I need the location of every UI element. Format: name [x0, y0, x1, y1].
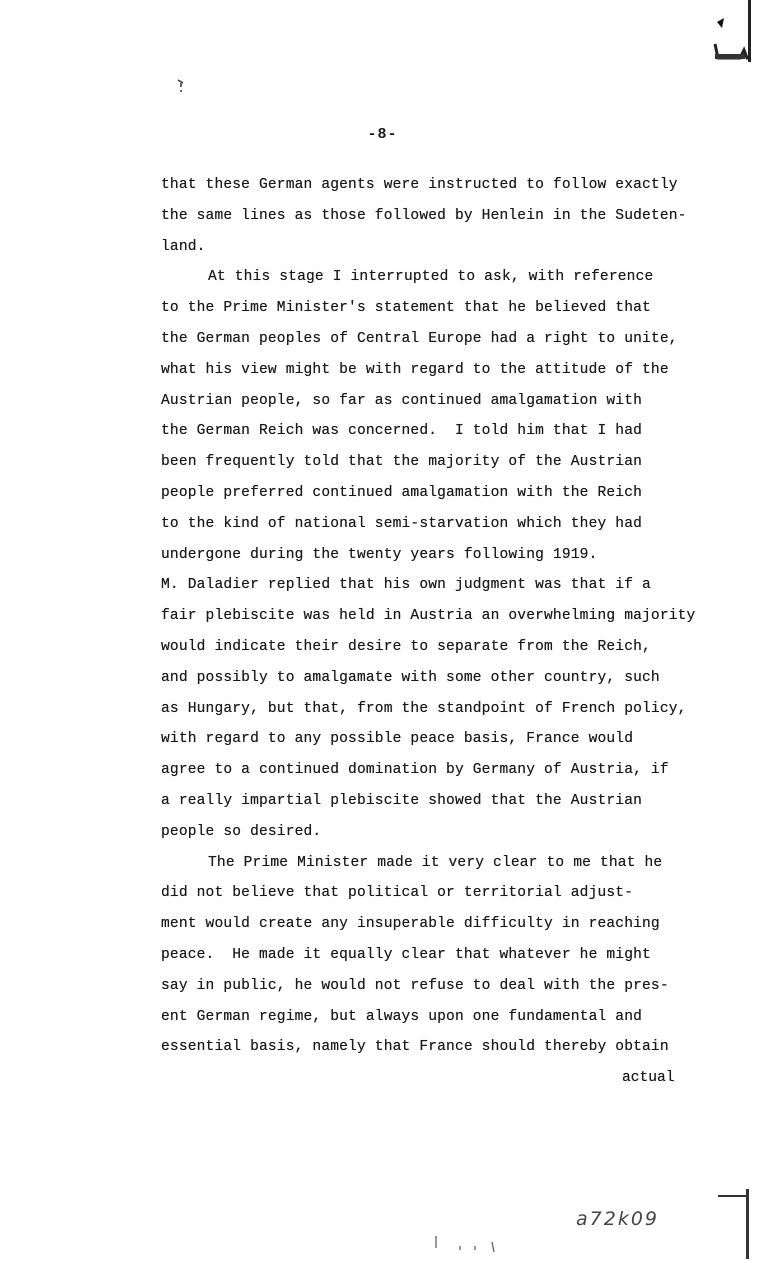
text-line: would indicate their desire to separate from the Reich,: [161, 638, 651, 655]
scan-artifact-left-mark: [175, 78, 187, 94]
text-line: agree to a continued domination by Germany of Austria, if: [161, 762, 669, 779]
text-line: ment would create any insuperable difficulty in reaching: [161, 916, 660, 933]
text-line: to the kind of national semi-starvation which they had: [161, 515, 643, 532]
text-line: a really impartial plebiscite showed that the Austrian: [161, 792, 643, 809]
scan-artifact-bottom-marks: [430, 1232, 510, 1257]
text-line: At this stage I interrupted to ask, with reference: [208, 269, 654, 286]
text-line: Austrian people, so far as continued amalgamation with: [161, 392, 643, 409]
scan-artifact-bottom-right: [700, 1185, 765, 1263]
text-line: and possibly to amalgamate with some other country, such: [161, 669, 660, 686]
text-line: the same lines as those followed by Henlein in the Sudeten-: [161, 207, 687, 224]
scan-artifact-top-right: [700, 0, 765, 70]
text-line: with regard to any possible peace basis, France would: [161, 731, 634, 748]
text-line: as Hungary, but that, from the standpoint of French policy,: [161, 700, 687, 717]
text-line: to the Prime Minister's statement that he believed that: [161, 300, 651, 317]
catchword: actual: [622, 1070, 675, 1086]
text-line: M. Daladier replied that his own judgment was that if a: [161, 577, 651, 594]
text-line: the German Reich was concerned. I told him that I had: [161, 423, 643, 440]
text-line: fair plebiscite was held in Austria an overwhelming majority: [161, 608, 696, 625]
text-line: say in public, he would not refuse to deal with the pres-: [161, 977, 669, 994]
text-line: ent German regime, but always upon one fundamental and: [161, 1008, 643, 1025]
text-line: people so desired.: [161, 823, 322, 840]
text-line: undergone during the twenty years following 1919.: [161, 546, 598, 563]
text-line: people preferred continued amalgamation with the Reich: [161, 484, 643, 501]
handwritten-document-code: a72k09: [576, 1208, 659, 1230]
text-line: did not believe that political or territorial adjust-: [161, 885, 634, 902]
text-line: been frequently told that the majority of the Austrian: [161, 454, 643, 471]
text-line: land.: [161, 238, 206, 255]
text-line: the German peoples of Central Europe had a right to unite,: [161, 330, 678, 347]
text-line: that these German agents were instructed to follow exactly: [161, 177, 678, 193]
page-number: -8-: [367, 126, 398, 143]
text-line: what his view might be with regard to the attitude of the: [161, 361, 669, 378]
text-line: essential basis, namely that France should thereby obtain: [161, 1039, 669, 1056]
body-text: [161, 174, 721, 1067]
text-line: The Prime Minister made it very clear to me that he: [208, 854, 663, 871]
text-line: peace. He made it equally clear that whatever he might: [161, 946, 651, 963]
